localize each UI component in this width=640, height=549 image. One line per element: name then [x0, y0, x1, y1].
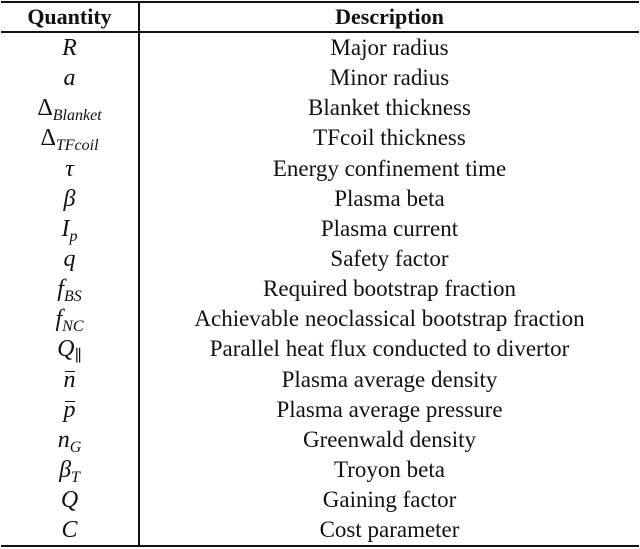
table-row: [1, 515, 639, 546]
description-cell: Minor radius: [329, 65, 450, 91]
quantity-column-header: Quantity: [1, 2, 139, 32]
description-cell: Greenwald density: [302, 426, 477, 452]
quantity-cell: [1, 123, 139, 153]
symbol: β: [63, 185, 76, 212]
quantity-cell: [1, 365, 139, 395]
table-row: [1, 63, 639, 93]
table-row: [1, 274, 639, 304]
description-cell: Blanket thickness: [308, 95, 471, 121]
quantity-cell: [1, 334, 139, 364]
symbol: n: [57, 426, 70, 453]
description-cell: Gaining factor: [322, 487, 457, 513]
description-cell: Energy confinement time: [272, 155, 507, 181]
symbol: q: [63, 246, 76, 273]
symbol: Q: [60, 487, 79, 514]
table-row: [1, 304, 639, 334]
quantity-cell: [1, 395, 139, 425]
table-row: [1, 154, 639, 184]
quantity-cell: [1, 184, 139, 214]
quantity-cell: [1, 63, 139, 93]
description-cell: Major radius: [330, 35, 449, 61]
table-row: [1, 455, 639, 485]
quantity-cell: [1, 214, 139, 244]
table-row: [1, 32, 639, 63]
subscript: BS: [63, 288, 82, 306]
quantity-cell: [1, 244, 139, 274]
description-cell: Plasma average density: [281, 366, 498, 392]
quantity-cell: [1, 485, 139, 515]
subscript: TFcoil: [55, 137, 99, 155]
quantity-cell: [1, 274, 139, 304]
subscript: G: [69, 438, 82, 456]
table-row: [1, 184, 639, 214]
symbol: Δ: [37, 95, 53, 122]
subscript: NC: [62, 318, 84, 336]
symbol: f: [55, 306, 63, 333]
symbol: τ: [65, 155, 74, 182]
description-cell: Troyon beta: [334, 457, 445, 483]
symbol: a: [63, 65, 76, 92]
header-row: [1, 2, 639, 32]
description-cell: Safety factor: [330, 246, 449, 272]
description-cell: Plasma average pressure: [276, 396, 503, 422]
description-cell: Achievable neoclassical bootstrap fraction: [194, 306, 585, 332]
quantity-cell: [1, 455, 139, 485]
symbol: I: [61, 215, 70, 242]
table-row: [1, 123, 639, 153]
description-cell: Plasma current: [320, 215, 459, 241]
symbol: Δ: [40, 125, 56, 152]
symbol: β: [59, 457, 72, 484]
symbol: f: [57, 276, 64, 303]
quantity-cell: [1, 304, 139, 334]
subscript: Blanket: [52, 107, 102, 125]
quantity-table: [1, 1, 639, 547]
symbol: p: [63, 396, 76, 423]
quantity-cell: [1, 154, 139, 184]
table-row: [1, 244, 639, 274]
quantity-cell: [1, 425, 139, 455]
quantity-cell: [1, 32, 139, 63]
description-cell: TFcoil thickness: [313, 125, 466, 151]
symbol: C: [61, 517, 78, 544]
table-row: [1, 214, 639, 244]
subscript: T: [71, 469, 80, 487]
quantity-cell: [1, 515, 139, 546]
description-cell: Parallel heat flux conducted to divertor: [209, 336, 570, 362]
table-row: [1, 365, 639, 395]
table-row: [1, 395, 639, 425]
quantity-cell: [1, 93, 139, 123]
description-cell: Cost parameter: [139, 515, 639, 546]
description-column-header: Description: [139, 2, 639, 32]
description-cell: Plasma beta: [334, 185, 445, 211]
symbol: Q: [57, 336, 75, 363]
subscript: p: [69, 227, 78, 245]
symbol: R: [62, 35, 77, 62]
description-cell: Required bootstrap fraction: [263, 276, 516, 302]
symbol: n: [63, 366, 76, 393]
table-row: [1, 485, 639, 515]
table-row: [1, 425, 639, 455]
table-row: [1, 334, 639, 364]
subscript: ∥: [74, 348, 82, 366]
table-row: [1, 93, 639, 123]
